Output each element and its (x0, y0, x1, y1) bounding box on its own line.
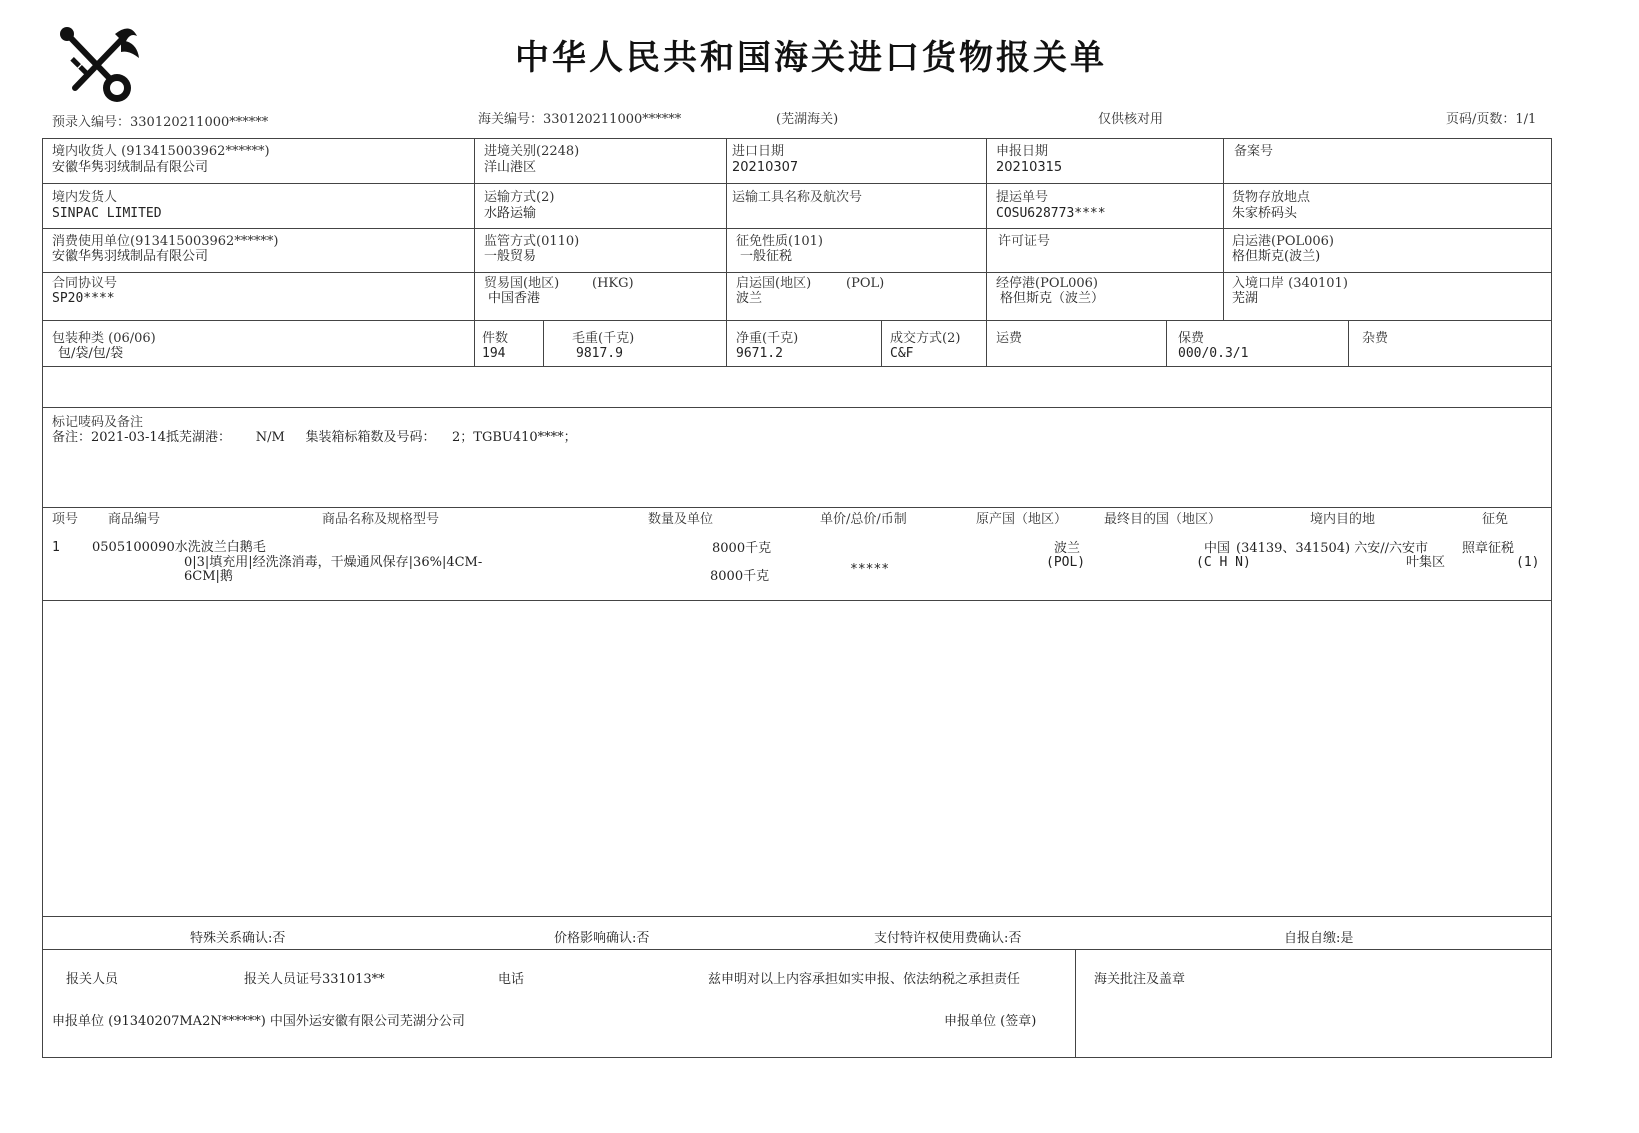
entry-port-label: 进境关别(2248) (484, 144, 580, 159)
supervision-value: 一般贸易 (484, 249, 537, 264)
shipper-value: SINPAC LIMITED (52, 206, 162, 221)
via-port-value: 格但斯克（波兰） (1000, 291, 1105, 306)
import-date-value: 20210307 (732, 160, 799, 175)
item-qty-2: 8000千克 (710, 569, 770, 584)
item-domestic-destination-2: 叶集区 (1406, 555, 1446, 570)
trade-terms-value: C&F (890, 346, 914, 361)
marks-remark: 备注：2021-03-14抵芜湖港： N/M 集装箱标箱数及号码： 2；TGBU410****； (52, 430, 577, 445)
storage-label: 货物存放地点 (1232, 190, 1311, 205)
customs-emblem (55, 22, 145, 107)
levy-nature-label: 征免性质(101) (736, 234, 823, 249)
marks-label: 标记唛码及备注 (52, 415, 144, 430)
customs-office: (芜湖海关) (776, 112, 839, 127)
pre-entry-number: 预录入编号：330120211000****** (52, 115, 269, 130)
record-no-label: 备案号 (1234, 144, 1274, 159)
net-weight-label: 净重(千克) (736, 331, 799, 346)
consignee-label: 境内收货人 (913415003962******) (52, 144, 270, 159)
freight-label: 运费 (996, 331, 1023, 346)
verify-only-note: 仅供核对用 (1098, 112, 1164, 127)
origin-country-code: (POL) (846, 276, 885, 291)
origin-country-label: 启运国(地区) (736, 276, 812, 291)
pieces-label: 件数 (482, 331, 509, 346)
transport-label: 运输方式(2) (484, 190, 555, 205)
bill-of-lading-label: 提运单号 (996, 190, 1049, 205)
col-destination: 最终目的国（地区） (1104, 512, 1222, 527)
gross-weight-value: 9817.9 (576, 346, 623, 361)
col-origin: 原产国（地区） (976, 512, 1068, 527)
contract-value: SP20**** (52, 291, 115, 306)
origin-country-value: 波兰 (736, 291, 763, 306)
item-levy-code: (1) (1516, 555, 1540, 570)
trade-country-label: 贸易国(地区) (484, 276, 560, 291)
declare-date-value: 20210315 (996, 160, 1063, 175)
entry-place-value: 芜湖 (1232, 291, 1259, 306)
price-effect-confirm: 价格影响确认:否 (554, 931, 650, 946)
item-origin-code: (POL) (1046, 555, 1086, 570)
package-type-label: 包装种类 (06/06) (52, 331, 156, 346)
item-spec-line1: 0|3|填充用|经洗涤消毒，干燥通风保存|36%|4CM- (184, 555, 483, 570)
pieces-value: 194 (482, 346, 506, 361)
via-port-label: 经停港(POL006) (996, 276, 1098, 291)
special-relation-confirm: 特殊关系确认:否 (190, 931, 286, 946)
self-report-confirm: 自报自缴:是 (1284, 931, 1354, 946)
customs-number: 海关编号：330120211000****** (478, 112, 682, 127)
gross-weight-label: 毛重(千克) (572, 331, 635, 346)
col-price: 单价/总价/币制 (820, 512, 907, 527)
vessel-label: 运输工具名称及航次号 (732, 190, 863, 205)
item-origin: 波兰 (1054, 541, 1081, 556)
trade-country-value: 中国香港 (488, 291, 541, 306)
storage-value: 朱家桥码头 (1232, 206, 1298, 221)
import-date-label: 进口日期 (732, 144, 785, 159)
license-label: 许可证号 (998, 234, 1051, 249)
insurance-value: 000/0.3/1 (1178, 346, 1249, 361)
item-spec-line2: 6CM|鹅 (184, 569, 233, 584)
item-levy: 照章征税 (1462, 541, 1515, 556)
consumer-label: 消费使用单位(913415003962******) (52, 234, 279, 249)
page-count: 页码/页数：1/1 (1446, 112, 1537, 127)
col-item-no: 项号 (52, 512, 79, 527)
entry-place-label: 入境口岸 (340101) (1232, 276, 1348, 291)
col-quantity: 数量及单位 (648, 512, 714, 527)
item-code-name: 0505100090水洗波兰白鹅毛 (92, 540, 266, 555)
declarant-unit: 申报单位 (91340207MA2N******) 中国外运安徽有限公司芜湖分公司 (52, 1014, 465, 1029)
declare-date-label: 申报日期 (996, 144, 1049, 159)
item-destination: 中国 (1204, 541, 1231, 556)
misc-fee-label: 杂费 (1362, 331, 1389, 346)
consumer-value: 安徽华隽羽绒制品有限公司 (52, 249, 209, 264)
declarant-seal: 申报单位 (签章) (944, 1014, 1037, 1029)
departure-port-label: 启运港(POL006) (1232, 234, 1334, 249)
entry-port-value: 洋山港区 (484, 160, 537, 175)
col-commodity-name: 商品名称及规格型号 (322, 512, 440, 527)
net-weight-value: 9671.2 (736, 346, 783, 361)
package-type-value: 包/袋/包/袋 (58, 346, 124, 361)
col-domestic-destination: 境内目的地 (1310, 512, 1376, 527)
col-levy: 征免 (1482, 512, 1509, 527)
item-destination-code: (C H N) (1196, 555, 1251, 570)
levy-nature-value: 一般征税 (740, 249, 793, 264)
trade-terms-label: 成交方式(2) (890, 331, 961, 346)
phone-label: 电话 (498, 972, 525, 987)
broker-id: 报关人员证号331013** (244, 972, 385, 987)
bill-of-lading-value: COSU628773**** (996, 206, 1106, 221)
departure-port-value: 格但斯克(波兰) (1232, 249, 1321, 264)
shipper-label: 境内发货人 (52, 190, 118, 205)
item-qty-1: 8000千克 (712, 541, 772, 556)
trade-country-code: (HKG) (592, 276, 634, 291)
consignee-value: 安徽华隽羽绒制品有限公司 (52, 160, 209, 175)
item-price: ***** (850, 562, 890, 577)
supervision-label: 监管方式(0110) (484, 234, 580, 249)
transport-value: 水路运输 (484, 206, 537, 221)
broker-label: 报关人员 (66, 972, 119, 987)
royalty-confirm: 支付特许权使用费确认:否 (874, 931, 1022, 946)
item-no: 1 (52, 540, 60, 555)
col-commodity-code: 商品编号 (108, 512, 161, 527)
item-domestic-destination: (34139、341504) 六安//六安市 (1236, 541, 1429, 556)
declaration-statement: 兹申明对以上内容承担如实申报、依法纳税之承担责任 (708, 972, 1021, 987)
customs-annotation: 海关批注及盖章 (1094, 972, 1186, 987)
contract-label: 合同协议号 (52, 276, 118, 291)
insurance-label: 保费 (1178, 331, 1205, 346)
page-title: 中华人民共和国海关进口货物报关单 (515, 38, 1107, 78)
